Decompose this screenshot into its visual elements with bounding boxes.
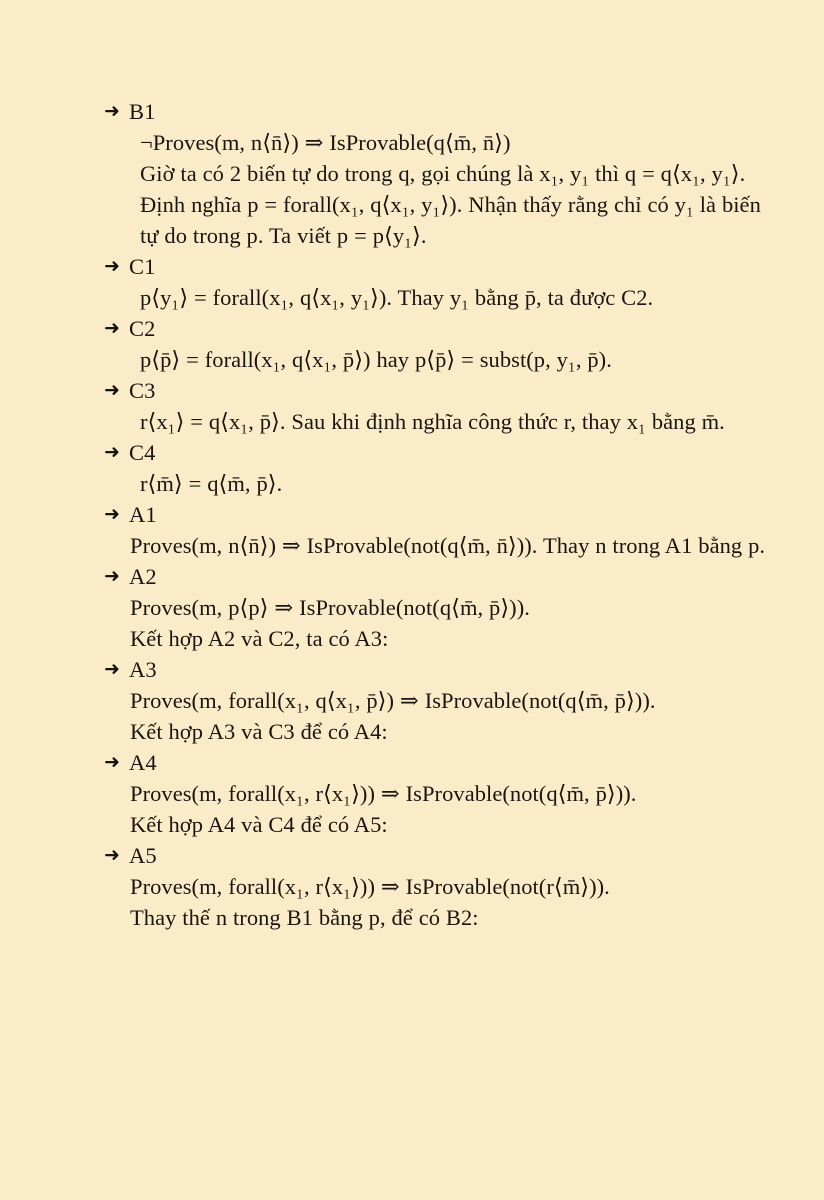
proof-content	[104, 96, 776, 933]
arrowhead-bullet-icon: ➜	[104, 100, 121, 122]
text-b1-2: Định nghĩa p = forall(x₁, q⟨x₁, y₁⟩). Nhận thấy rằng chỉ có y₁ là biến tự do trong p. Ta viết p = p⟨y₁⟩.	[140, 192, 761, 248]
bullet-row-c1	[104, 251, 776, 282]
bullet-row-c2	[104, 313, 776, 344]
body-a3	[130, 685, 776, 747]
note-a2: Kết hợp A2 và C2, ta có A3:	[130, 626, 389, 651]
proof-item-c2	[104, 313, 776, 375]
text-b1-1: Giờ ta có 2 biến tự do trong q, gọi chúng là x₁, y₁ thì q = q⟨x₁, y₁⟩.	[140, 161, 746, 186]
text-a2: Proves(m, p⟨p⟩ ⇒ IsProvable(not(q⟨m̄, p̄⟩)).	[130, 595, 530, 620]
body-b1	[140, 127, 776, 251]
proof-item-a3	[104, 654, 776, 747]
proof-item-b1	[104, 96, 776, 251]
note-a4: Kết hợp A4 và C4 để có A5:	[130, 812, 388, 837]
arrowhead-bullet-icon: ➜	[104, 751, 121, 773]
text-c3: r⟨x₁⟩ = q⟨x₁, p̄⟩. Sau khi định nghĩa công thức r, thay x₁ bằng m̄.	[140, 409, 725, 434]
bullet-label-a3: A3	[129, 657, 157, 682]
bullet-row-a5	[104, 840, 776, 871]
arrowhead-bullet-icon: ➜	[104, 379, 121, 401]
body-a4	[130, 778, 776, 840]
text-a5: Proves(m, forall(x₁, r⟨x₁⟩)) ⇒ IsProvable(not(r⟨m̄⟩)).	[130, 874, 610, 899]
text-c1: p⟨y₁⟩ = forall(x₁, q⟨x₁, y₁⟩). Thay y₁ bằng p̄, ta được C2.	[140, 285, 654, 310]
body-c4	[140, 468, 776, 499]
bullet-row-a3	[104, 654, 776, 685]
bullet-label-c4: C4	[129, 440, 156, 465]
body-a2	[130, 592, 776, 654]
body-c1	[140, 282, 776, 313]
proof-item-c1	[104, 251, 776, 313]
bullet-label-b1: B1	[129, 99, 156, 124]
bullet-label-a5: A5	[129, 843, 157, 868]
bullet-row-c4	[104, 437, 776, 468]
text-a1: Proves(m, n⟨n̄⟩) ⇒ IsProvable(not(q⟨m̄, n̄⟩)). Thay n trong A1 bằng p.	[130, 533, 766, 558]
note-a3: Kết hợp A3 và C3 để có A4:	[130, 719, 388, 744]
arrowhead-bullet-icon: ➜	[104, 255, 121, 277]
bullet-row-b1	[104, 96, 776, 127]
text-c2: p⟨p̄⟩ = forall(x₁, q⟨x₁, p̄⟩) hay p⟨p̄⟩ = subst(p, y₁, p̄).	[140, 347, 612, 372]
arrowhead-bullet-icon: ➜	[104, 565, 121, 587]
bullet-row-c3	[104, 375, 776, 406]
bullet-label-c3: C3	[129, 378, 156, 403]
bullet-label-a4: A4	[129, 750, 157, 775]
body-c3	[140, 406, 776, 437]
bullet-label-c2: C2	[129, 316, 156, 341]
note-a5: Thay thế n trong B1 bằng p, để có B2:	[130, 905, 479, 930]
proof-item-c4	[104, 437, 776, 499]
body-a5	[130, 871, 776, 933]
arrowhead-bullet-icon: ➜	[104, 317, 121, 339]
text-c4: r⟨m̄⟩ = q⟨m̄, p̄⟩.	[140, 471, 283, 496]
bullet-label-a1: A1	[129, 502, 157, 527]
text-a4: Proves(m, forall(x₁, r⟨x₁⟩)) ⇒ IsProvable(not(q⟨m̄, p̄⟩)).	[130, 781, 637, 806]
proof-item-a5	[104, 840, 776, 933]
proof-item-a1	[104, 499, 776, 561]
proof-item-a2	[104, 561, 776, 654]
arrowhead-bullet-icon: ➜	[104, 844, 121, 866]
proof-item-a4	[104, 747, 776, 840]
formula-b1: ¬Proves(m, n⟨n̄⟩) ⇒ IsProvable(q⟨m̄, n̄⟩)	[140, 130, 511, 155]
bullet-label-c1: C1	[129, 254, 156, 279]
arrowhead-bullet-icon: ➜	[104, 503, 121, 525]
body-c2	[140, 344, 776, 375]
bullet-label-a2: A2	[129, 564, 157, 589]
text-a3: Proves(m, forall(x₁, q⟨x₁, p̄⟩) ⇒ IsProvable(not(q⟨m̄, p̄⟩)).	[130, 688, 656, 713]
proof-item-c3	[104, 375, 776, 437]
bullet-row-a4	[104, 747, 776, 778]
arrowhead-bullet-icon: ➜	[104, 441, 121, 463]
bullet-row-a2	[104, 561, 776, 592]
arrowhead-bullet-icon: ➜	[104, 658, 121, 680]
bullet-row-a1	[104, 499, 776, 530]
body-a1	[130, 530, 776, 561]
